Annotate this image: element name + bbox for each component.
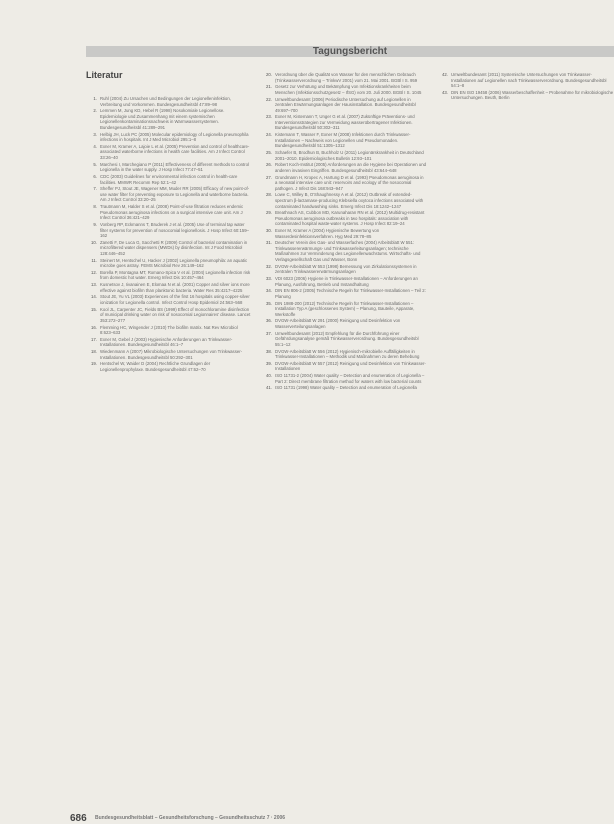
reference-number: 10. [91,239,97,245]
reference-text: Robert Koch-Institut (2005) Anforderungen an die Hygiene bei Operationen und anderen invasiven Eingriffen. Bundesgesundheitsbl 43:644–648 [275,162,426,173]
reference-entry [86,144,252,161]
reference-number: 39. [266,360,272,366]
reference-entry [86,204,252,221]
reference-entry [261,175,427,192]
reference-number: 22. [266,96,272,102]
reference-number: 38. [266,348,272,354]
reference-text: Exner M, Kramer A, Lajoie L et al. (2005) Prevention and control of healthcare-associated waterborne infections in health care facilities. Am J Infect Control 33:26–40 [100,143,250,161]
page-number: 686 [70,813,87,824]
reference-entry [261,162,427,173]
reference-entry [86,307,252,324]
reference-number: 26. [266,162,272,168]
reference-number: 31. [266,240,272,246]
reference-text: Breathnach AS, Cubbon MD, Karunaharan RN et al. (2012) Multidrug-resistant Pseudomonas aeruginosa outbreaks in two hospitals: association with contaminated hospital waste-water systems. J Hosp Infect 82:19–24 [275,210,425,227]
reference-entry [261,210,427,227]
reference-text: DIN EN ISO 19458 (2006) Wasserbeschaffenheit – Probenahme für mikrobiologische Untersuchungen. Beuth, Berlin [451,89,614,101]
reference-entry [86,337,252,348]
reference-text: Umweltbundesamt (2006) Periodische Untersuchung auf Legionellen in zentralen Erwärmungsanlagen der Hausinstallation. Bundesgesundheitsbl 49:697–700 [275,96,416,113]
reference-text: Umweltbundesamt (2012) Empfehlung für die Durchführung einer Gefährdungsanalyse gemäß Trinkwasserverordnung. Bundesgesundheitsbl 55:1–12 [275,330,419,347]
reference-entry [86,270,252,281]
reference-text: DVGW-Arbeitsblatt W 553 (1998) Bemessung von Zirkulationssystemen in zentralen Trinkwassererwärmungsanlagen [275,263,417,275]
reference-entry [86,240,252,257]
reference-entry [86,222,252,239]
reference-column-3 [437,72,614,102]
reference-text: Umweltbundesamt (2011) Systemische Untersuchungen von Trinkwasser-Installationen auf Legionellen nach Trinkwasserverordnung. Bundesgesundheitsbl 54:1–8 [451,72,607,89]
reference-text: Verordnung über die Qualität von Wasser für den menschlichen Gebrauch (Trinkwasserverordnung – TrinkwV 2001) vom 21. Mai 2001. BGBl I S. 959 [275,72,418,83]
reference-number: 34. [266,288,272,294]
reference-text: Exner M, Kramer A (2004) Hygienische Bewertung von Wasserdesinfektionsverfahren. Hyg Med 29:78–85 [275,228,380,239]
reference-column-1 [86,96,252,374]
reference-entry [86,294,252,305]
reference-entry [261,331,427,348]
reference-number: 32. [266,263,272,269]
reference-number: 17. [91,336,97,342]
reference-text: Lowe C, Willey B, O'Shaughnessy A et al. (2012) Outbreak of extended-spectrum β-lactamase-producing Klebsiella oxytoca infections associated with contaminated handwashing sinks. Emerg Infect Dis 18:1242–1247 [275,192,424,209]
reference-text: Borella P, Montagna MT, Romano-Spica V et al. (2004) Legionella infection risk from domestic hot water. Emerg Infect Dis 10:457–464 [100,269,251,281]
reference-entry [261,288,427,299]
reference-number: 16. [91,324,97,330]
reference-text: DVGW-Arbeitsblatt W 556 (2012) Hygienisch-mikrobielle Auffälligkeiten in Trinkwasser-Installationen – Methodik und Maßnahmen zu deren Behebung [275,348,420,360]
reference-entry [86,174,252,185]
reference-number: 41. [266,385,272,391]
reference-text: Stout JE, Yu VL (2003) Experiences of the first 16 hospitals using copper-silver ionization for Legionella control. Infect Control Hosp Epidemiol 24:563–568 [100,294,250,306]
reference-number: 21. [266,84,272,90]
reference-text: ISO 11731 (1998) Water quality – Detection and enumeration of Legionella [275,385,417,391]
reference-text: Ruhl (2004) Zu Ursachen und Bedingungen der Legionelleninfektion, Verbreitung und Vorkommen. Bundesgesundheitsbl 47:89–98 [100,96,231,107]
reference-entry [86,349,252,360]
reference-text: Flemming HC, Wingender J (2010) The biofilm matrix. Nat Rev Microbiol 8:623–633 [100,324,238,336]
reference-entry [261,385,427,391]
reference-entry [261,228,427,239]
reference-text: Kistemann T, Wasser F, Exner M (2008) Infektionen durch Trinkwasser-Installationen – Nachweis von Legionellen und Pseudomonaden. Bundesgesundheitsbl 51:1305–1312 [275,132,411,149]
reference-number: 7. [93,186,97,192]
reference-entry [86,108,252,130]
reference-text: Vonberg RP, Eckmanns T, Bruderek J et al. (2005) Use of terminal tap water filter systems for prevention of nosocomial legionellosis. J Hosp Infect 60:159–162 [100,221,250,239]
reference-number: 42. [442,72,448,77]
reference-text: Steinert M, Hentschel U, Hacker J (2002) Legionella pneumophila: an aquatic microbe goes astray. FEMS Microbiol Rev 26:149–162 [100,257,248,269]
reference-number: 27. [266,174,272,180]
reference-text: Schaefer B, Brodhun B, Buchholz U (2011) Legionärskrankheit in Deutschland 2001–2010. Epidemiologisches Bulletin 12:93–101 [275,150,424,161]
reference-number: 6. [93,174,97,180]
reference-text: Grundmann H, Kropec A, Hartung D et al. (1993) Pseudomonas aeruginosa in a neonatal intensive care unit: reservoirs and ecology of the nosocomial pathogen. J Infect Dis 168:943–947 [275,174,424,191]
reference-text: Lemmen M, Jung KD, Hebel R (1998) Nosokomiale Legionellose. Epidemiologie und Zusammenhang mit einem systemischen Legionellenkontaminationsnachweis in Warmwassersystemen. Bundesgesundheitsbl 41:289–291 [100,108,225,130]
reference-text: ISO 11731-2 (2004) Water quality – Detection and enumeration of Legionella – Part 2: Direct membrane filtration method for waters with low bacterial counts [275,373,425,384]
reference-entry [261,361,427,372]
reference-number: 36. [266,318,272,324]
reference-entry [437,72,614,89]
reference-entry [261,318,427,329]
reference-number: 29. [266,210,272,216]
reference-text: DIN 1988-200 (2012) Technische Regeln für Trinkwasser-Installationen – Installation Typ A (geschlossenes System) – Planung, Bauteile, Apparate, Werkstoffe [275,300,415,317]
reference-entry [261,373,427,384]
reference-number: 35. [266,300,272,306]
reference-text: Deutscher Verein des Gas- und Wasserfaches (2004) Arbeitsblatt W 551: Trinkwassererwärmungs- und Trinkwasserleitungsanlagen; technische Maßnahmen zur Verminderung des Legionellenwachstums. Wirtschafts- und Verlagsgesellschaft Gas und Wasser, Bonn [275,240,421,263]
reference-text: DVGW-Arbeitsblatt W 291 (2000) Reinigung und Desinfektion von Wasserverteilungsanlagen [275,318,401,329]
reference-text: DVGW-Arbeitsblatt W 557 (2012) Reinigung und Desinfektion von Trinkwasser-Installationen [275,360,426,372]
reference-entry [261,301,427,318]
reference-entry [86,282,252,293]
reference-number: 5. [93,161,97,167]
reference-entry [261,132,427,149]
reference-entry [261,84,427,95]
reference-text: VDI 6023 (2006) Hygiene in Trinkwasser-Installationen – Anforderungen an Planung, Ausführung, Betrieb und Instandhaltung [275,276,418,287]
reference-number: 14. [91,294,97,300]
reference-number: 12. [91,269,97,275]
reference-number: 1. [93,96,97,101]
reference-number: 30. [266,228,272,234]
reference-number: 24. [266,132,272,138]
reference-entry [86,361,252,372]
reference-entry [261,72,427,83]
reference-text: Marchesi I, Marchegiano P (2011) Effectiveness of different methods to control Legionella in the water supply. J Hosp Infect 77:47–51 [100,161,249,173]
reference-text: Kusnetsov J, Iivanainen E, Elomaa N et al. (2001) Copper and silver ions more effective against biofilm than planktonic bacteria. Water Res 35:4217–4225 [100,282,250,293]
reference-number: 43. [442,89,448,95]
reference-entry [261,114,427,131]
reference-column-2 [261,72,427,392]
reference-entry [86,258,252,269]
reference-text: Exner M, Gebel J (2003) Hygienische Anforderungen an Trinkwasser-Installationen. Bundesgesundheitsbl 46:1–7 [100,336,233,348]
reference-text: Sheffer PJ, Stout JE, Wagener MM, Muder RR (2005) Efficacy of new point-of-use water filter for preventing exposure to Legionella and waterborne bacteria. Am J Infect Control 33:20–25 [100,186,250,203]
reference-number: 3. [93,131,97,137]
reference-entry [261,192,427,209]
reference-number: 4. [93,143,97,149]
reference-text: DIN EN 806-2 (2005) Technische Regeln für Trinkwasser-Installationen – Teil 2: Planung [275,288,426,299]
journal-footer: Bundesgesundheitsblatt – Gesundheitsforschung – Gesundheitsschutz 7 · 2006 [95,815,286,821]
section-heading: Literatur [86,70,123,80]
reference-number: 25. [266,150,272,156]
reference-entry [86,132,252,143]
reference-text: Wiedenmann A (2007) Mikrobiologische Untersuchungen von Trinkwasser-Installationen. Bundesgesundheitsbl 50:292–301 [100,349,243,360]
reference-number: 37. [266,330,272,336]
reference-number: 8. [93,204,97,210]
reference-text: Kool JL, Carpenter JC, Fields BS (1999) Effect of monochloramine disinfection of municipal drinking water on risk of nosocomial Legionnaires' disease. Lancet 353:272–277 [100,306,251,323]
reference-number: 40. [266,373,272,379]
reference-text: Exner M, Kistemann T, Unger G et al. (2007) Zukünftige Präventions- und Interventionsstrategien zur Vermeidung wasserübertragener Infektionen. Bundesgesundheitsbl 50:302–311 [275,114,415,131]
reference-number: 18. [91,349,97,355]
reference-entry [261,264,427,275]
reference-entry [86,162,252,173]
reference-number: 19. [91,361,97,367]
reference-entry [261,349,427,360]
reference-number: 11. [91,257,97,263]
reference-number: 20. [266,72,272,77]
reference-text: Hentschel W, Waider D (2004) Rechtliche Grundlagen der Legionellenprophylaxe. Bundesgesundheitsbl 47:62–70 [100,361,211,372]
reference-entry [261,240,427,262]
reference-entry [437,90,614,101]
reference-text: Trautmann M, Halder S et al. (2008) Point-of-use filtration reduces endemic Pseudomonas aeruginosa infections on a surgical intensive care unit. Am J Infect Control 36:421–429 [100,204,244,221]
reference-entry [86,325,252,336]
reference-entry [261,97,427,114]
reference-text: Helbig JH, Luck PC (2005) Molecular epidemiology of Legionella pneumophila infections in hospitals. Int J Med Microbiol 295:1–8 [100,131,249,143]
reference-number: 33. [266,276,272,282]
reference-number: 23. [266,114,272,120]
reference-entry [261,276,427,287]
reference-number: 13. [91,282,97,288]
reference-number: 2. [93,108,97,114]
reference-number: 9. [93,221,97,227]
reference-text: Zanetti F, De Luca G, Sacchetti R (2009) Control of bacterial contamination in microfiltered water dispensers (MWDs) by disinfection. Int J Food Microbiol 128:446–452 [100,239,248,256]
reference-entry [261,150,427,161]
running-header-title: Tagungsbericht [312,46,388,57]
reference-number: 15. [91,306,97,312]
reference-number: 28. [266,192,272,198]
reference-text: Gesetz zur Verhütung und Bekämpfung von Infektionskrankheiten beim Menschen (Infektionsschutzgesetz – IfSG) vom 20. Juli 2000. BGBl I S. 1045 [275,84,422,95]
reference-entry [86,96,252,107]
reference-text: CDC (2003) Guidelines for environmental infection control in health-care facilities. MMWR Recomm Rep 52:1–42 [100,174,238,185]
reference-entry [86,186,252,203]
